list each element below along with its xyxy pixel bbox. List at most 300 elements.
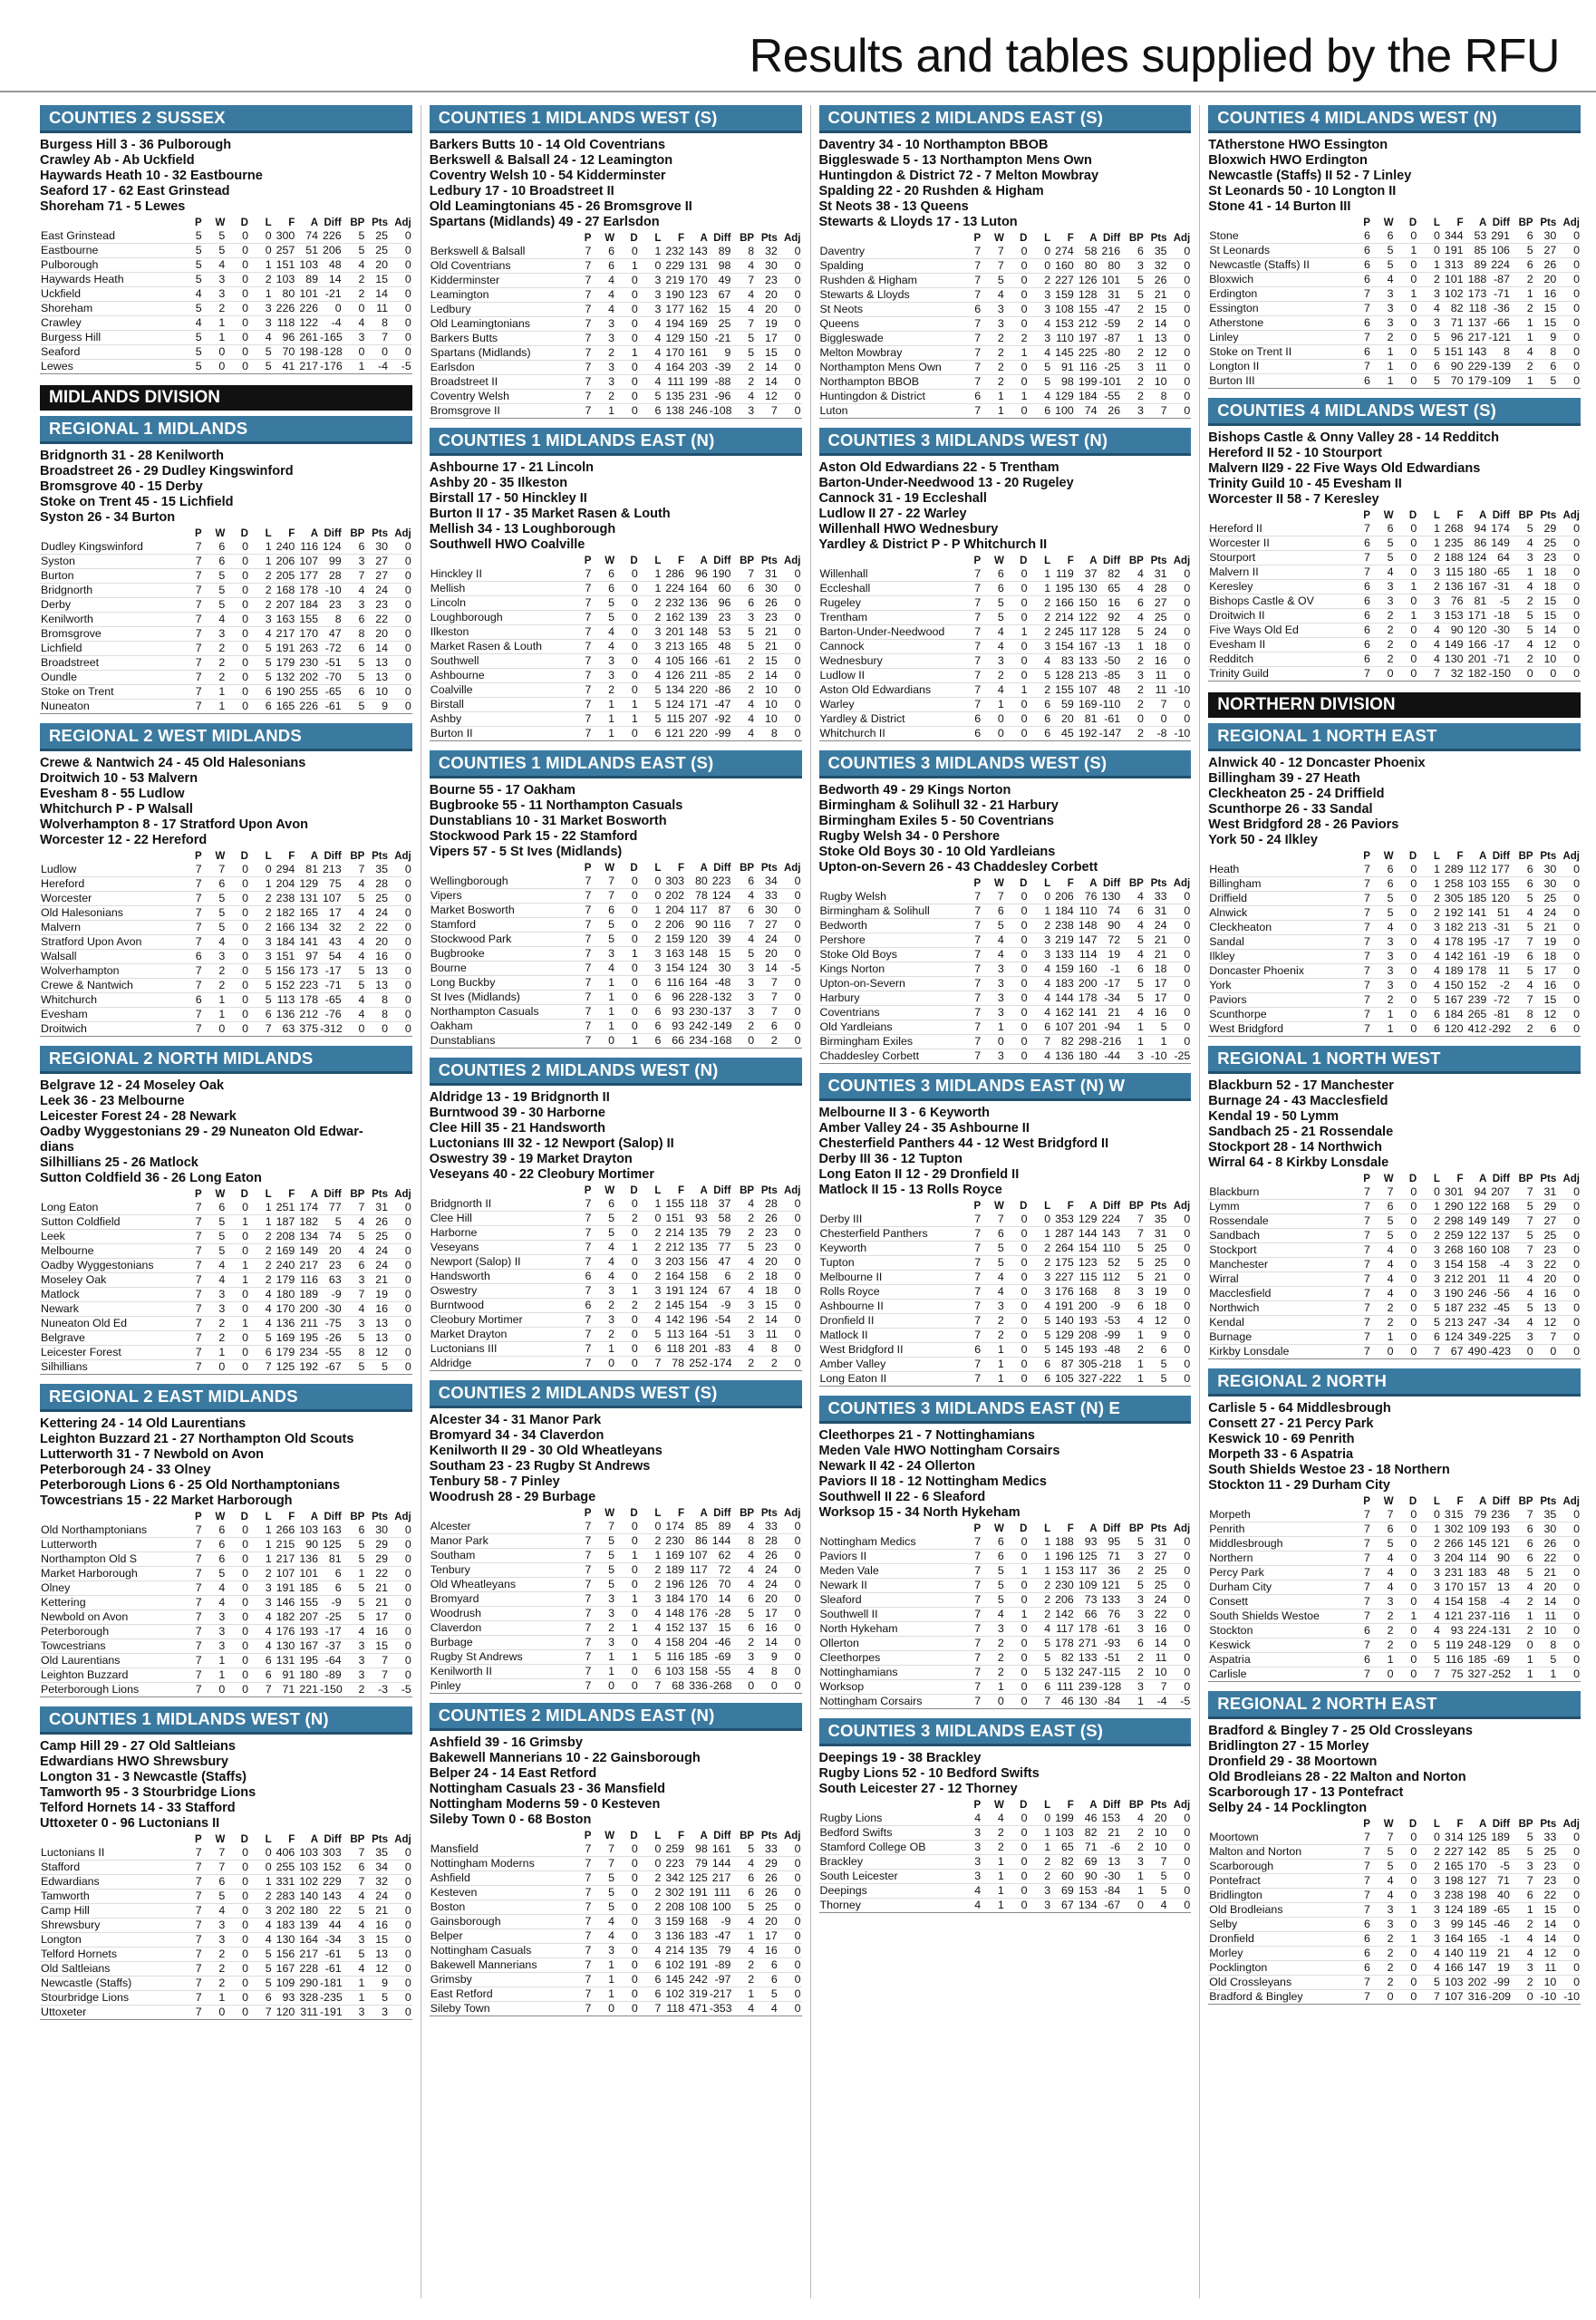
team-name: Rushden & Higham xyxy=(819,274,959,288)
stat-cell: 14 xyxy=(1534,624,1558,638)
stat-cell: -59 xyxy=(1098,317,1122,332)
stat-cell: 19 xyxy=(1487,1961,1511,1976)
league-table xyxy=(430,863,802,1049)
stat-cell: 0 xyxy=(1168,890,1192,904)
column-header: D xyxy=(1020,1523,1028,1534)
stat-cell: 0 xyxy=(1005,1227,1029,1242)
stat-cell: 1 xyxy=(1417,258,1441,273)
column-header: D xyxy=(240,218,248,228)
stat-cell: 7 xyxy=(179,1008,203,1022)
team-name: Morpeth xyxy=(1208,1508,1348,1522)
league-section xyxy=(1208,1691,1581,2005)
stat-cell: 0 xyxy=(226,360,249,374)
stat-cell: 0 xyxy=(1005,1314,1029,1329)
column-header: D xyxy=(630,863,638,874)
stat-cell: 0 xyxy=(1168,596,1192,611)
stat-cell: 3 xyxy=(592,1636,615,1650)
stat-cell: 4 xyxy=(1121,611,1145,625)
stat-cell: 342 xyxy=(662,1871,685,1886)
stat-cell: 0 xyxy=(1417,1185,1441,1200)
stat-cell: 177 xyxy=(295,569,319,584)
stat-cell: 5 xyxy=(249,1962,273,1977)
stat-cell: 67 xyxy=(1441,1345,1465,1359)
stat-cell: 228 xyxy=(685,991,709,1005)
stat-cell: 166 xyxy=(1051,596,1075,611)
column-header: P xyxy=(1363,218,1370,228)
league-table-body xyxy=(819,1535,1192,1709)
result-line: Towcestrians 15 - 22 Market Harborough xyxy=(40,1494,293,1508)
team-name: Syston xyxy=(40,555,179,569)
stat-cell: -10 xyxy=(1168,683,1192,698)
stat-cell: 0 xyxy=(226,1360,249,1375)
result-line: Rugby Lions 52 - 10 Bedford Swifts xyxy=(818,1766,1040,1781)
stat-cell: 0 xyxy=(615,669,639,683)
stat-cell: 232 xyxy=(662,596,685,611)
stat-cell: 0 xyxy=(226,302,249,316)
table-row xyxy=(430,933,802,947)
stat-cell: 1 xyxy=(1121,1035,1145,1049)
stat-cell: 4 xyxy=(1121,919,1145,933)
stat-cell: 7 xyxy=(569,1621,593,1636)
stat-cell: 7 xyxy=(639,1357,663,1371)
result-line: Southwell HWO Coalville xyxy=(429,537,585,552)
stat-cell: 3 xyxy=(958,1855,982,1870)
stat-cell: 290 xyxy=(295,1977,319,1991)
stat-cell: 45 xyxy=(1051,727,1075,741)
stat-cell: 6 xyxy=(1028,404,1051,419)
stat-cell: -218 xyxy=(1098,1358,1122,1370)
stat-cell: 187 xyxy=(273,1215,296,1230)
stat-cell: 0 xyxy=(779,1621,802,1636)
stat-cell: 170 xyxy=(685,1592,709,1607)
stat-cell: 6 xyxy=(1348,1961,1371,1976)
stat-cell: 24 xyxy=(1145,625,1168,640)
stat-cell: 5 xyxy=(343,979,366,993)
stat-cell: 3 xyxy=(639,1592,663,1607)
stat-cell: 7 xyxy=(958,654,982,669)
stat-cell: 6 xyxy=(1417,1008,1441,1022)
stat-cell: 2 xyxy=(639,1241,663,1255)
stat-cell: 0 xyxy=(1145,712,1168,727)
stat-cell: 0 xyxy=(1395,1508,1418,1522)
stat-cell: -121 xyxy=(1488,331,1511,343)
stat-cell: 3 xyxy=(1417,594,1441,609)
stat-cell: 26 xyxy=(755,596,779,611)
table-row xyxy=(40,273,412,287)
column-header: P xyxy=(973,1523,982,1534)
stat-cell: 217 xyxy=(709,1871,732,1886)
stat-cell: 1 xyxy=(203,1008,227,1022)
table-row xyxy=(1208,244,1581,258)
result-line: Selby 24 - 14 Pocklington xyxy=(1208,1801,1368,1815)
stat-cell: 5 xyxy=(1145,1884,1168,1899)
stat-cell: 7 xyxy=(639,1679,663,1694)
stat-cell: 148 xyxy=(685,947,709,962)
stat-cell: 5 xyxy=(1145,1372,1168,1387)
table-row xyxy=(430,918,802,933)
stat-cell: 1 xyxy=(615,1034,639,1049)
stat-cell: 4 xyxy=(179,287,203,302)
stat-cell: 116 xyxy=(295,1273,319,1288)
stat-cell: 116 xyxy=(709,918,732,933)
stat-cell: 7 xyxy=(343,1846,366,1861)
stat-cell: 48 xyxy=(1098,683,1122,698)
stat-cell: 0 xyxy=(1395,1022,1418,1037)
stat-cell: -30 xyxy=(1098,1870,1122,1884)
stat-cell: 1 xyxy=(1005,625,1029,640)
league-table xyxy=(40,218,412,374)
stat-cell: 7 xyxy=(982,245,1005,259)
stat-cell: 0 xyxy=(615,933,639,947)
stat-cell: 4 xyxy=(731,1665,755,1679)
stat-cell: 2 xyxy=(1371,993,1395,1008)
stat-cell: 0 xyxy=(1028,1213,1051,1227)
team-name: Consett xyxy=(1208,1595,1348,1610)
stat-cell: 0 xyxy=(615,1987,639,2002)
stat-cell: 5 xyxy=(1121,977,1145,991)
stat-cell: 4 xyxy=(731,1197,755,1212)
stat-cell: 14 xyxy=(1534,1595,1558,1610)
stat-cell: 135 xyxy=(662,390,685,404)
stat-cell: 149 xyxy=(295,1244,319,1259)
stat-cell: 4 xyxy=(1371,1287,1395,1301)
stat-cell: 0 xyxy=(1557,877,1581,892)
table-row xyxy=(1208,921,1581,935)
result-line: Whitchurch P - P Walsall xyxy=(40,802,193,817)
stat-cell: 0 xyxy=(1168,1535,1192,1550)
stat-cell: -25 xyxy=(1168,1049,1192,1064)
team-name: Paviors xyxy=(1208,993,1348,1008)
stat-cell: 7 xyxy=(569,1549,593,1563)
stat-cell: 0 xyxy=(389,1552,412,1567)
column-header: Diff xyxy=(1492,1174,1510,1184)
stat-cell: 0 xyxy=(1417,229,1441,244)
stat-cell: 4 xyxy=(639,361,663,375)
column-header: Adj xyxy=(1173,1800,1191,1811)
stat-cell: 305 xyxy=(1075,1358,1098,1372)
stat-cell: 1 xyxy=(1511,1668,1534,1682)
stat-cell: 6 xyxy=(639,1665,663,1679)
stat-cell: 0 xyxy=(226,1230,249,1244)
stat-cell: 147 xyxy=(1465,1961,1488,1976)
column-header: A xyxy=(1478,1496,1487,1507)
stat-cell: 191 xyxy=(685,1958,709,1973)
table-row xyxy=(819,712,1192,727)
stat-cell: 126 xyxy=(662,669,685,683)
stat-cell: -47 xyxy=(709,698,732,712)
stat-cell: 25 xyxy=(1145,1256,1168,1271)
table-row xyxy=(819,288,1192,303)
league-table-body xyxy=(1208,863,1581,1037)
stat-cell: 3 xyxy=(982,1006,1005,1020)
stat-cell: 0 xyxy=(1168,991,1192,1006)
table-row xyxy=(40,1008,412,1022)
stat-cell: 6 xyxy=(203,555,227,569)
stat-cell: 0 xyxy=(226,892,249,906)
stat-cell: 0 xyxy=(203,345,227,360)
stat-cell: 82 xyxy=(1051,1651,1075,1666)
stat-cell: -128 xyxy=(320,345,343,358)
column-divider xyxy=(810,105,811,2298)
stat-cell: 150 xyxy=(685,332,709,346)
column-header: D xyxy=(630,233,638,244)
stat-cell: 144 xyxy=(709,1857,732,1871)
stat-cell: 29 xyxy=(365,1538,389,1552)
stat-cell: 138 xyxy=(662,404,685,419)
stat-cell: 198 xyxy=(295,345,319,360)
column-header: D xyxy=(240,528,248,539)
stat-cell: 71 xyxy=(1098,1550,1122,1564)
column-header: Diff xyxy=(324,528,342,539)
stat-cell: 1 xyxy=(249,1201,273,1215)
stat-cell: 144 xyxy=(709,1534,732,1549)
stat-cell: 0 xyxy=(779,404,802,419)
stat-cell: 4 xyxy=(1417,1624,1441,1638)
stat-cell: 2 xyxy=(203,671,227,685)
stat-cell: 111 xyxy=(1051,1680,1075,1695)
table-row xyxy=(819,977,1192,991)
stat-cell: 217 xyxy=(1465,331,1488,345)
stat-cell: 3 xyxy=(249,302,273,316)
table-row xyxy=(1208,1668,1581,1682)
stat-cell: 245 xyxy=(1051,625,1075,640)
stat-cell: 5 xyxy=(249,993,273,1008)
stat-cell: 5 xyxy=(592,918,615,933)
stat-cell: -109 xyxy=(1488,374,1511,387)
stat-cell: 30 xyxy=(1534,863,1558,877)
stat-cell: 7 xyxy=(179,540,203,555)
stat-cell: 141 xyxy=(295,935,319,950)
team-name: Gainsborough xyxy=(430,1915,569,1929)
column-header: P xyxy=(973,878,982,889)
stat-cell: 3 xyxy=(639,288,663,303)
stat-cell: 25 xyxy=(365,1230,389,1244)
table-row xyxy=(430,875,802,889)
team-name: Nottingham Medics xyxy=(819,1535,959,1550)
stat-cell: 21 xyxy=(755,640,779,654)
stat-cell: 5 xyxy=(249,671,273,685)
stat-cell: 1 xyxy=(1121,332,1145,346)
stat-cell: 0 xyxy=(226,906,249,921)
stat-cell: 0 xyxy=(779,727,802,741)
column-header: L xyxy=(1433,1496,1440,1507)
team-name: Lewes xyxy=(40,360,179,374)
column-header xyxy=(819,556,959,567)
stat-cell: 196 xyxy=(685,1313,709,1328)
team-name: Rossendale xyxy=(1208,1214,1348,1229)
column-header: BP xyxy=(1128,1523,1144,1534)
stat-cell: 202 xyxy=(1465,1976,1488,1990)
stat-cell: 183 xyxy=(1465,1566,1488,1580)
stat-cell: 54 xyxy=(319,950,343,964)
stat-cell: 6 xyxy=(343,1523,366,1538)
stat-cell: 4 xyxy=(1417,1610,1441,1624)
column-header: BP xyxy=(350,1512,365,1522)
stat-cell: 0 xyxy=(1557,1860,1581,1874)
stat-cell: 2 xyxy=(1417,551,1441,566)
table-row xyxy=(1208,1508,1581,1522)
column-header: W xyxy=(1383,1174,1394,1184)
stat-cell: 6 xyxy=(1348,316,1371,331)
stat-cell: 0 xyxy=(389,1948,412,1962)
league-section xyxy=(819,428,1192,741)
stat-cell: 32 xyxy=(319,921,343,935)
stat-cell: 115 xyxy=(1441,566,1465,580)
stat-cell: 213 xyxy=(1075,669,1098,683)
stat-cell: 117 xyxy=(1075,625,1098,640)
table-row xyxy=(819,1049,1192,1064)
team-name: Sandbach xyxy=(1208,1229,1348,1243)
stat-cell: 2 xyxy=(1121,727,1145,741)
result-line: Sileby Town 0 - 68 Boston xyxy=(429,1812,592,1827)
stat-cell: 344 xyxy=(1441,229,1465,244)
stat-cell: 7 xyxy=(569,1357,593,1371)
stat-cell: 115 xyxy=(662,712,685,727)
team-name: Peterborough xyxy=(40,1625,179,1639)
stat-cell: 4 xyxy=(343,1302,366,1317)
stat-cell: 0 xyxy=(779,611,802,625)
stat-cell: 1 xyxy=(592,1005,615,1020)
stat-cell: 7 xyxy=(569,390,593,404)
stat-cell: 37 xyxy=(709,1197,732,1212)
stat-cell: 6 xyxy=(1348,594,1371,609)
stat-cell: 7 xyxy=(365,1654,389,1668)
stat-cell: 7 xyxy=(569,904,593,918)
column-header: D xyxy=(1408,1174,1417,1184)
table-row xyxy=(819,303,1192,317)
team-name: Old Brodleians xyxy=(1208,1903,1348,1918)
stat-cell: 5 xyxy=(1371,536,1395,551)
stat-cell: 7 xyxy=(1348,1990,1371,2005)
result-line: Tamworth 95 - 3 Stourbridge Lions xyxy=(40,1785,256,1800)
column-header: W xyxy=(1383,510,1394,521)
table-row xyxy=(430,962,802,976)
stat-cell: 169 xyxy=(685,317,709,332)
column-header: W xyxy=(1383,1819,1394,1830)
stat-cell: 6 xyxy=(1348,345,1371,360)
stat-cell: 14 xyxy=(755,361,779,375)
stat-cell: 143 xyxy=(1098,1227,1122,1242)
stat-cell: 17 xyxy=(755,332,779,346)
stat-cell: 6 xyxy=(639,1987,663,2002)
stat-cell: 11 xyxy=(1145,683,1168,698)
stat-cell: -292 xyxy=(1488,1022,1511,1035)
stat-cell: 0 xyxy=(1005,1884,1029,1899)
team-name: Newport (Salop) II xyxy=(430,1255,569,1270)
table-row xyxy=(40,1552,412,1567)
stat-cell: 0 xyxy=(1168,1256,1192,1271)
results-list xyxy=(1208,756,1581,848)
stat-cell: 0 xyxy=(1005,640,1029,654)
stat-cell: 0 xyxy=(779,361,802,375)
stat-cell: 22 xyxy=(365,921,389,935)
stat-cell: 7 xyxy=(958,404,982,419)
stat-cell: 32 xyxy=(365,1875,389,1890)
stat-cell: 5 xyxy=(203,1215,227,1230)
stat-cell: 7 xyxy=(958,991,982,1006)
stat-cell: 27 xyxy=(1145,596,1168,611)
stat-cell: 192 xyxy=(295,1360,319,1375)
column-header xyxy=(430,233,569,245)
stat-cell: 3 xyxy=(958,1870,982,1884)
stat-cell: 6 xyxy=(249,1991,273,2006)
league-title: REGIONAL 2 NORTH xyxy=(1208,1368,1581,1397)
stat-cell: 3 xyxy=(1417,1552,1441,1566)
stat-cell: 5 xyxy=(731,947,755,962)
stat-cell: 5 xyxy=(592,1534,615,1549)
stat-cell: 4 xyxy=(343,906,366,921)
stat-cell: -252 xyxy=(1488,1668,1511,1680)
stat-cell: 2 xyxy=(639,933,663,947)
stat-cell: 2 xyxy=(1511,1976,1534,1990)
team-name: Mellish xyxy=(430,582,569,596)
stat-cell: 0 xyxy=(1168,1213,1192,1227)
team-name: Birstall xyxy=(430,698,569,712)
result-line: Old Leamingtonians 45 - 26 Bromsgrove II xyxy=(429,199,692,214)
column-header: W xyxy=(993,1201,1004,1212)
stat-cell: -4 xyxy=(1487,1258,1511,1272)
stat-cell: 152 xyxy=(1465,979,1488,993)
column-header: F xyxy=(288,528,295,539)
stat-cell: 5 xyxy=(343,244,366,258)
stat-cell: -131 xyxy=(1488,1624,1511,1637)
stat-cell: 163 xyxy=(662,947,685,962)
stat-cell: 78 xyxy=(685,889,709,904)
stat-cell: 16 xyxy=(1534,287,1558,302)
stat-cell: 5 xyxy=(592,596,615,611)
stat-cell: 101 xyxy=(1098,274,1122,288)
column-header: A xyxy=(1089,878,1098,889)
stat-cell: 0 xyxy=(389,302,412,316)
stat-cell: 130 xyxy=(1075,582,1098,596)
stat-cell: 8 xyxy=(731,1534,755,1549)
stat-cell: 5 xyxy=(203,569,227,584)
stat-cell: 3 xyxy=(731,991,755,1005)
stat-cell: 195 xyxy=(295,1654,319,1668)
stat-cell: 1 xyxy=(615,1650,639,1665)
table-row xyxy=(819,991,1192,1006)
league-table-body xyxy=(430,567,802,741)
stat-cell: 4 xyxy=(249,1610,273,1625)
stat-cell: 2 xyxy=(731,654,755,669)
stat-cell: 191 xyxy=(1441,244,1465,258)
stat-cell: 156 xyxy=(273,1948,296,1962)
league-title: COUNTIES 1 MIDLANDS EAST (N) xyxy=(430,428,802,456)
stat-cell: 0 xyxy=(1371,1345,1395,1359)
stat-cell: 0 xyxy=(1557,979,1581,993)
column-header: W xyxy=(215,1189,226,1200)
result-line: Kenilworth II 29 - 30 Old Wheatleyans xyxy=(429,1444,663,1458)
stat-cell: 7 xyxy=(1348,906,1371,921)
stat-cell: 2 xyxy=(731,1636,755,1650)
stat-cell: 178 xyxy=(1465,964,1488,979)
stat-cell: 1 xyxy=(592,991,615,1005)
column-header: Diff xyxy=(1103,1201,1121,1212)
stat-cell: -83 xyxy=(709,1342,732,1357)
stat-cell: 165 xyxy=(1441,1860,1465,1874)
stat-cell: 5 xyxy=(592,1549,615,1563)
stat-cell: 303 xyxy=(662,875,685,889)
stat-cell: 184 xyxy=(1075,390,1098,404)
result-line: Stoke Old Boys 30 - 10 Old Yardleians xyxy=(818,845,1056,859)
stat-cell: 66 xyxy=(1075,1608,1098,1622)
stat-cell: 4 xyxy=(1417,302,1441,316)
stat-cell: 125 xyxy=(319,1538,343,1552)
stat-cell: 7 xyxy=(569,404,593,419)
stat-cell: 5 xyxy=(203,1244,227,1259)
result-line: Newcastle (Staffs) II 52 - 7 Linley xyxy=(1208,169,1412,183)
stat-cell: 7 xyxy=(179,555,203,569)
